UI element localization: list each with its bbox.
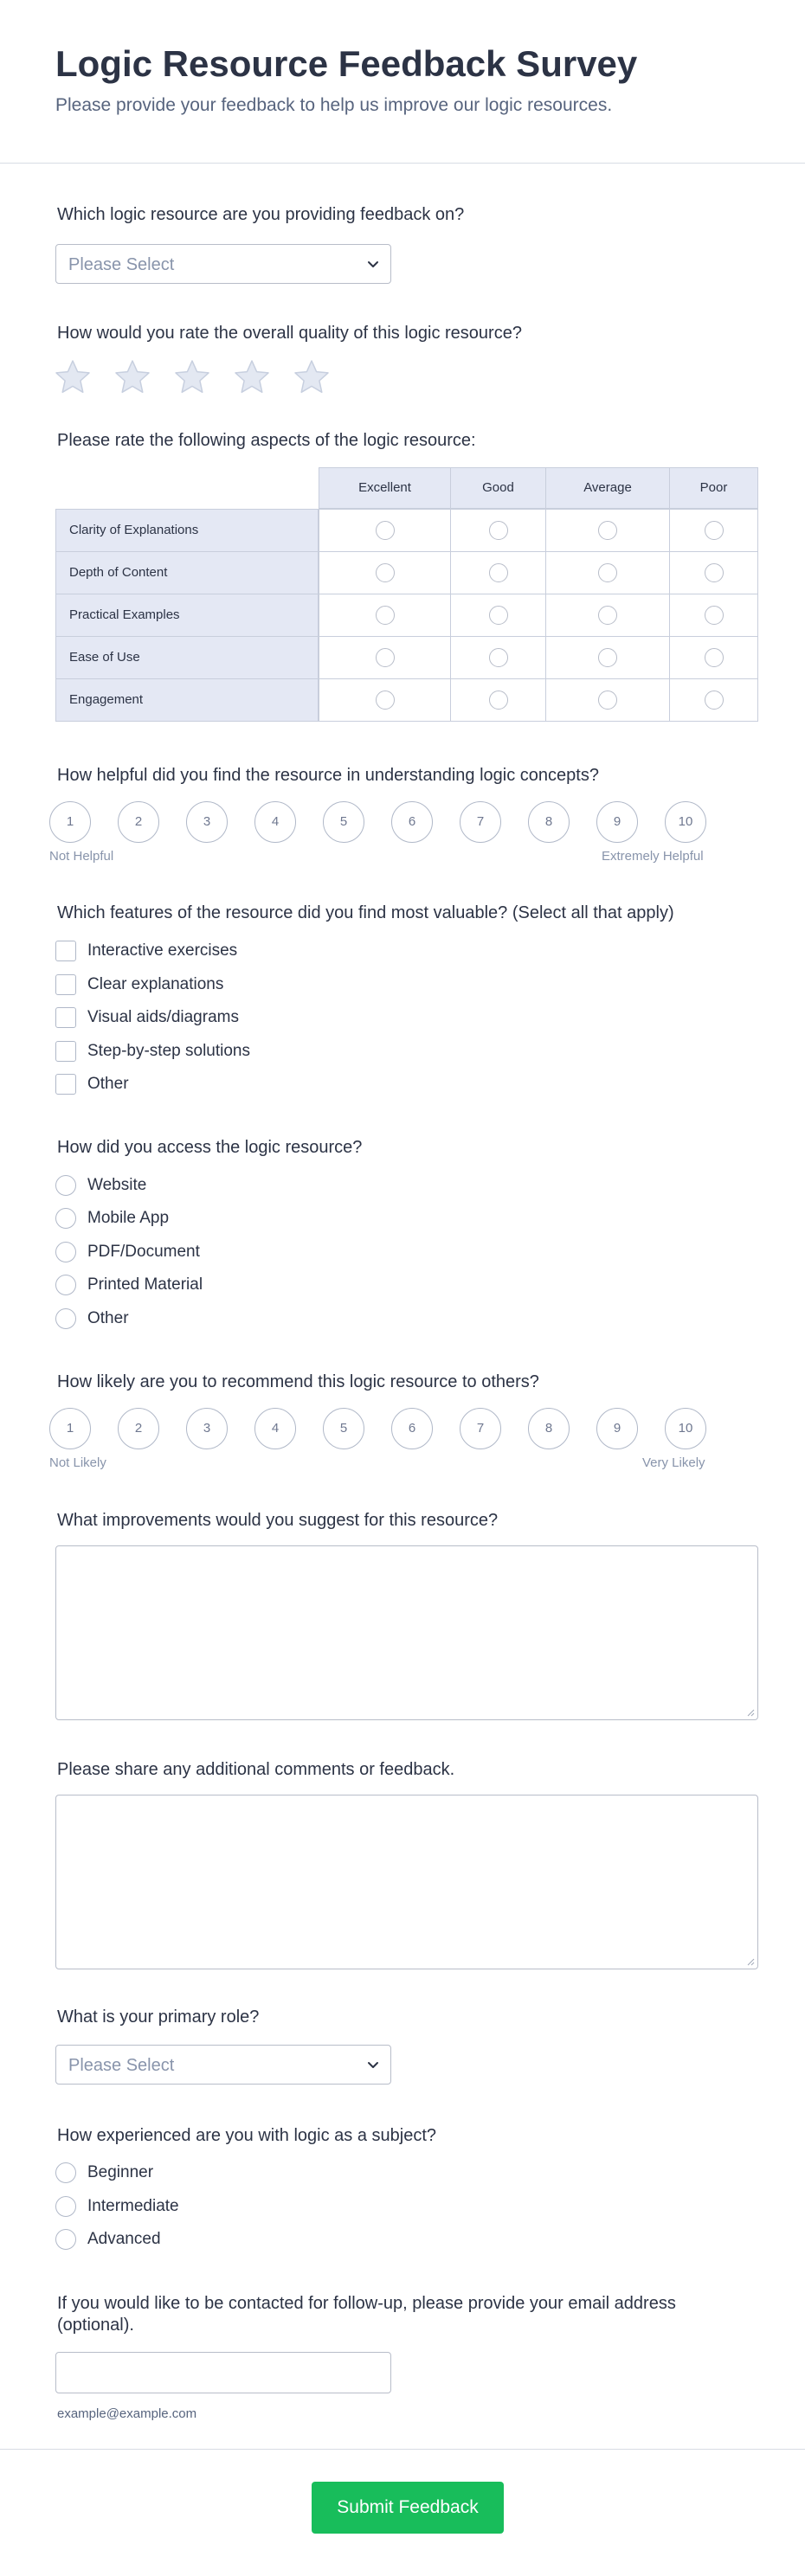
- recommend-scale-6[interactable]: 6: [391, 1408, 433, 1449]
- experience-option-label: Beginner: [87, 2163, 154, 2181]
- form-header: [0, 0, 805, 164]
- matrix-radio[interactable]: [489, 606, 508, 625]
- radio-button[interactable]: [55, 1308, 76, 1329]
- matrix-radio[interactable]: [705, 563, 724, 582]
- aspects-matrix: [55, 467, 758, 725]
- feature-option-label: Clear explanations: [87, 975, 224, 993]
- matrix-radio[interactable]: [598, 606, 617, 625]
- matrix-radio[interactable]: [376, 606, 395, 625]
- matrix-cell: [450, 678, 546, 722]
- matrix-radio[interactable]: [376, 521, 395, 540]
- feature-option-label: Step-by-step solutions: [87, 1042, 250, 1060]
- recommend-scale-8[interactable]: 8: [528, 1408, 570, 1449]
- experience-option-label: Intermediate: [87, 2197, 179, 2215]
- helpful-min-label: Not Helpful: [49, 849, 114, 864]
- helpful-scale-8[interactable]: 8: [528, 801, 570, 843]
- recommend-scale-1[interactable]: 1: [49, 1408, 91, 1449]
- resource-select-placeholder: Please Select: [68, 255, 175, 274]
- form-subtitle: Please provide your feedback to help us improve our logic resources.: [55, 95, 613, 115]
- matrix-cell: [319, 509, 451, 552]
- matrix-col-poor: Poor: [669, 467, 758, 509]
- matrix-cell: [319, 594, 451, 637]
- matrix-col-good: Good: [450, 467, 546, 509]
- chevron-down-icon: [364, 2056, 382, 2073]
- improvements-textarea[interactable]: [55, 1545, 758, 1720]
- star-4-icon[interactable]: [233, 358, 271, 396]
- helpful-scale-1[interactable]: 1: [49, 801, 91, 843]
- access-option-label: Mobile App: [87, 1209, 170, 1227]
- radio-button[interactable]: [55, 1208, 76, 1229]
- matrix-cell: [450, 594, 546, 637]
- form-title: Logic Resource Feedback Survey: [55, 43, 638, 84]
- question-email-label-line2: (optional).: [57, 2316, 134, 2335]
- radio-button[interactable]: [55, 2229, 76, 2250]
- helpful-scale-7[interactable]: 7: [460, 801, 501, 843]
- chevron-down-icon: [364, 255, 382, 273]
- email-field[interactable]: [55, 2352, 391, 2393]
- question-recommend-label: How likely are you to recommend this logic resource to others?: [57, 1372, 539, 1391]
- matrix-cell: [669, 551, 758, 594]
- helpful-scale-3[interactable]: 3: [186, 801, 228, 843]
- question-experience-label: How experienced are you with logic as a subject?: [57, 2126, 437, 2145]
- matrix-radio[interactable]: [489, 648, 508, 667]
- access-option-label: Printed Material: [87, 1275, 203, 1294]
- resize-grip-icon[interactable]: [746, 1708, 755, 1717]
- star-1-icon[interactable]: [54, 358, 92, 396]
- recommend-min-label: Not Likely: [49, 1455, 106, 1470]
- recommend-scale-9[interactable]: 9: [596, 1408, 638, 1449]
- recommend-scale-4[interactable]: 4: [254, 1408, 296, 1449]
- matrix-cell: [319, 678, 451, 722]
- matrix-cell: [669, 678, 758, 722]
- matrix-cell: [545, 551, 670, 594]
- recommend-scale-7[interactable]: 7: [460, 1408, 501, 1449]
- question-improvements-label: What improvements would you suggest for this resource?: [57, 1511, 499, 1530]
- question-role-label: What is your primary role?: [57, 2007, 260, 2027]
- checkbox[interactable]: [55, 1041, 76, 1062]
- recommend-scale-3[interactable]: 3: [186, 1408, 228, 1449]
- radio-button[interactable]: [55, 1242, 76, 1262]
- matrix-cell: [545, 509, 670, 552]
- question-email-label-line1: If you would like to be contacted for follow-up, please provide your email address: [57, 2294, 676, 2313]
- helpful-scale-2[interactable]: 2: [118, 801, 159, 843]
- matrix-row-label: Ease of Use: [55, 636, 319, 679]
- helpful-scale-4[interactable]: 4: [254, 801, 296, 843]
- matrix-radio[interactable]: [489, 563, 508, 582]
- checkbox[interactable]: [55, 1007, 76, 1028]
- matrix-radio[interactable]: [376, 691, 395, 710]
- matrix-cell: [319, 636, 451, 679]
- recommend-scale-10[interactable]: 10: [665, 1408, 706, 1449]
- feature-option-label: Other: [87, 1075, 129, 1093]
- access-option-label: Other: [87, 1309, 129, 1327]
- star-3-icon[interactable]: [173, 358, 211, 396]
- matrix-radio[interactable]: [376, 563, 395, 582]
- role-select-placeholder: Please Select: [68, 2056, 175, 2075]
- helpful-scale-9[interactable]: 9: [596, 801, 638, 843]
- question-comments-label: Please share any additional comments or feedback.: [57, 1760, 455, 1779]
- question-resource-label: Which logic resource are you providing feedback on?: [57, 205, 465, 224]
- question-aspects-label: Please rate the following aspects of the logic resource:: [57, 431, 476, 450]
- checkbox[interactable]: [55, 974, 76, 995]
- star-5-icon[interactable]: [293, 358, 331, 396]
- access-option-label: Website: [87, 1176, 147, 1194]
- feature-option-label: Interactive exercises: [87, 941, 238, 960]
- role-select[interactable]: [55, 2045, 391, 2085]
- checkbox[interactable]: [55, 1074, 76, 1095]
- matrix-cell: [669, 636, 758, 679]
- email-sublabel: example@example.com: [57, 2406, 197, 2421]
- matrix-radio[interactable]: [489, 691, 508, 710]
- matrix-cell: [450, 509, 546, 552]
- matrix-cell: [450, 551, 546, 594]
- matrix-radio[interactable]: [376, 648, 395, 667]
- matrix-col-excellent: Excellent: [319, 467, 451, 509]
- radio-button[interactable]: [55, 1175, 76, 1196]
- matrix-row-label: Practical Examples: [55, 594, 319, 637]
- matrix-radio[interactable]: [489, 521, 508, 540]
- recommend-scale-5[interactable]: 5: [323, 1408, 364, 1449]
- submit-button[interactable]: Submit Feedback: [312, 2482, 504, 2534]
- matrix-cell: [545, 594, 670, 637]
- matrix-radio[interactable]: [705, 606, 724, 625]
- question-access-label: How did you access the logic resource?: [57, 1138, 363, 1157]
- matrix-cell: [450, 636, 546, 679]
- comments-textarea[interactable]: [55, 1795, 758, 1969]
- matrix-row-label: Clarity of Explanations: [55, 509, 319, 552]
- question-helpful-label: How helpful did you find the resource in understanding logic concepts?: [57, 766, 599, 785]
- matrix-cell: [319, 551, 451, 594]
- helpful-scale-10[interactable]: 10: [665, 801, 706, 843]
- question-quality-label: How would you rate the overall quality of this logic resource?: [57, 324, 522, 343]
- matrix-cell: [545, 636, 670, 679]
- resize-grip-icon[interactable]: [746, 1957, 755, 1966]
- matrix-row-label: Engagement: [55, 678, 319, 722]
- matrix-radio[interactable]: [598, 691, 617, 710]
- footer-divider: [0, 2449, 805, 2450]
- matrix-radio[interactable]: [705, 521, 724, 540]
- matrix-radio[interactable]: [598, 521, 617, 540]
- experience-option-label: Advanced: [87, 2230, 161, 2248]
- question-features-label: Which features of the resource did you find most valuable? (Select all that apply): [57, 903, 674, 922]
- matrix-radio[interactable]: [705, 648, 724, 667]
- radio-button[interactable]: [55, 2196, 76, 2217]
- helpful-scale-5[interactable]: 5: [323, 801, 364, 843]
- matrix-cell: [669, 509, 758, 552]
- recommend-scale-2[interactable]: 2: [118, 1408, 159, 1449]
- helpful-max-label: Extremely Helpful: [602, 849, 704, 864]
- checkbox[interactable]: [55, 941, 76, 961]
- access-option-label: PDF/Document: [87, 1243, 200, 1261]
- radio-button[interactable]: [55, 1275, 76, 1295]
- matrix-col-average: Average: [545, 467, 670, 509]
- matrix-radio[interactable]: [598, 648, 617, 667]
- matrix-cell: [545, 678, 670, 722]
- resource-select[interactable]: [55, 244, 391, 284]
- radio-button[interactable]: [55, 2162, 76, 2183]
- recommend-max-label: Very Likely: [642, 1455, 705, 1470]
- matrix-row-label: Depth of Content: [55, 551, 319, 594]
- feature-option-label: Visual aids/diagrams: [87, 1008, 239, 1026]
- matrix-cell: [669, 594, 758, 637]
- star-2-icon[interactable]: [113, 358, 151, 396]
- matrix-radio[interactable]: [598, 563, 617, 582]
- helpful-scale-6[interactable]: 6: [391, 801, 433, 843]
- matrix-radio[interactable]: [705, 691, 724, 710]
